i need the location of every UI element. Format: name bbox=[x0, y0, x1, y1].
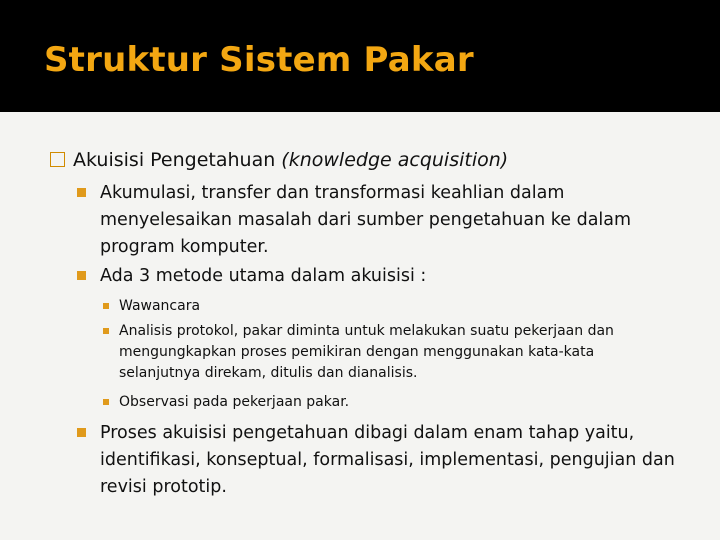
sub-list-item-text: Analisis protokol, pakar diminta untuk melakukan suatu pekerjaan dan mengungkapkan proses pemikiran dengan menggunakan kata-kata selanjutnya direkam, ditulis dan dianalisis. bbox=[119, 323, 614, 381]
slide-title: Struktur Sistem Pakar bbox=[44, 40, 474, 80]
list-item-text: Akumulasi, transfer dan transformasi keahlian dalam menyelesaikan masalah dari sumber pengetahuan ke dalam program komputer. bbox=[100, 183, 632, 257]
heading-bullet bbox=[50, 148, 508, 172]
sub-list-item bbox=[119, 321, 679, 384]
list-item bbox=[100, 420, 690, 501]
sub-list-item-text: Wawancara bbox=[119, 298, 201, 314]
square-bullet-icon bbox=[50, 152, 65, 167]
sub-list-item bbox=[119, 392, 679, 413]
square-bullet-icon bbox=[77, 428, 86, 437]
list-item-text: Ada 3 metode utama dalam akuisisi : bbox=[100, 266, 427, 286]
sub-list-item-text: Observasi pada pekerjaan pakar. bbox=[119, 394, 350, 410]
sub-list-item bbox=[119, 296, 679, 317]
square-bullet-icon bbox=[77, 271, 86, 280]
list-item bbox=[100, 180, 690, 261]
heading-italic: (knowledge acquisition) bbox=[281, 149, 509, 171]
square-bullet-icon bbox=[103, 328, 109, 334]
list-item-text: Proses akuisisi pengetahuan dibagi dalam enam tahap yaitu, identifikasi, konseptual, formalisasi, implementasi, pengujian dan revisi prototip. bbox=[100, 423, 675, 497]
square-bullet-icon bbox=[77, 188, 86, 197]
heading-text: Akuisisi Pengetahuan bbox=[73, 149, 282, 171]
square-bullet-icon bbox=[103, 399, 109, 405]
list-item bbox=[100, 263, 690, 290]
square-bullet-icon bbox=[103, 303, 109, 309]
